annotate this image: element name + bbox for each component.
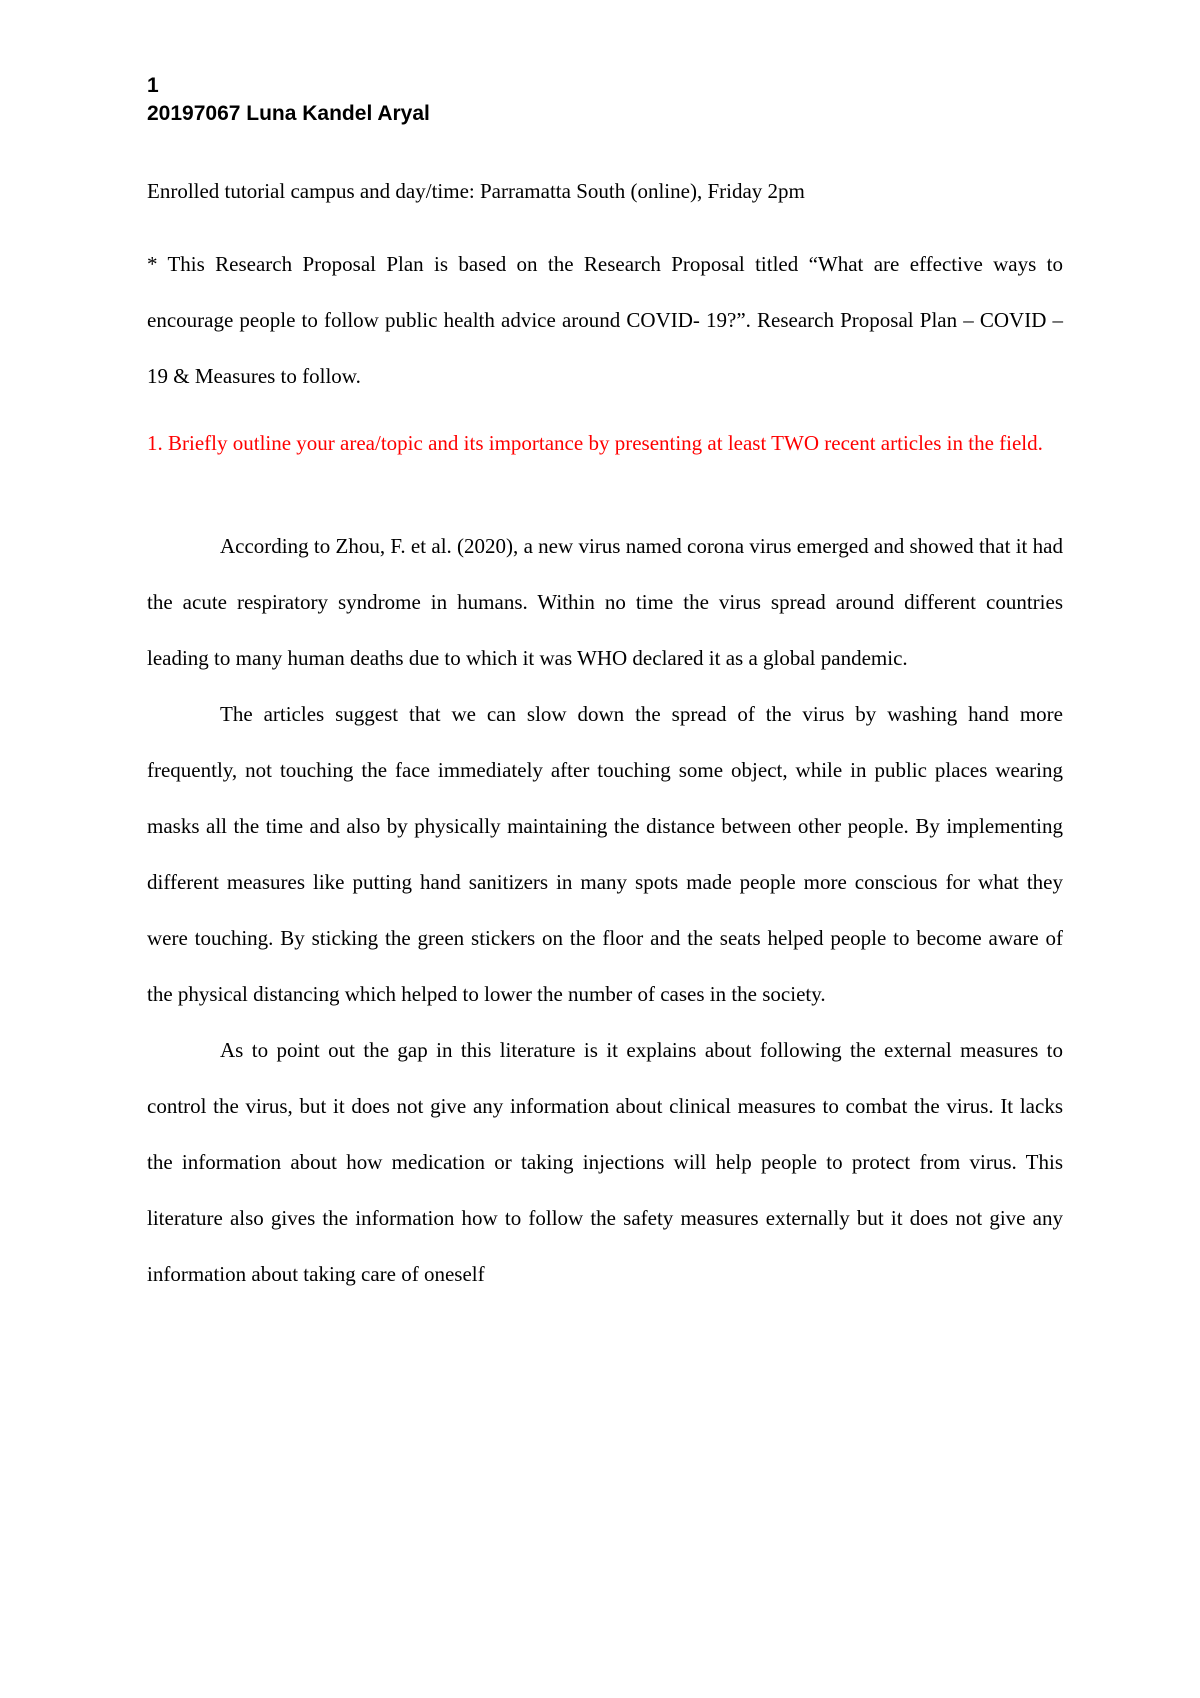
paragraph-articles: The articles suggest that we can slow down the spread of the virus by washing hand more frequently, not touching the face immediately after touching some object, while in public places wearing masks all the time and also by physically maintaining the distance between other people. By implementing different measures like putting hand sanitizers in many spots made people more conscious for what they were touching. By sticking the green stickers on the floor and the seats helped people to become aware of the physical distancing which helped to lower the number of cases in the society. [147, 702, 1063, 1006]
paragraph-zhou: According to Zhou, F. et al. (2020), a new virus named corona virus emerged and showed that it had the acute respiratory syndrome in humans. Within no time the virus spread around different countries leading to many human deaths due to which it was WHO declared it as a global pandemic. [147, 534, 1063, 670]
section-1-body [147, 518, 1063, 1302]
student-id-name: 20197067 Luna Kandel Aryal [147, 102, 430, 125]
section-1-heading-text: 1. Briefly outline your area/topic and its importance by presenting at least TWO recent articles in the field. [147, 431, 1043, 455]
page-number: 1 [147, 74, 159, 97]
paragraph-gap: As to point out the gap in this literature is it explains about following the external measures to control the virus, but it does not give any information about clinical measures to combat the virus. It lacks the information about how medication or taking injections will help people to protect from virus. This literature also gives the information how to follow the safety measures externally but it does not give any information about taking care of oneself [147, 1038, 1063, 1286]
enrollment-line [147, 177, 1063, 205]
enrollment-text: Enrolled tutorial campus and day/time: Parramatta South (online), Friday 2pm [147, 179, 805, 203]
proposal-note-text: * This Research Proposal Plan is based on the Research Proposal titled “What are effective ways to encourage people to follow public health advice around COVID- 19?”. Research Proposal Plan – COVID – 19 & Measures to follow. [147, 252, 1063, 388]
section-1-heading [147, 415, 1063, 471]
proposal-note [147, 236, 1063, 404]
page-header [147, 72, 430, 128]
